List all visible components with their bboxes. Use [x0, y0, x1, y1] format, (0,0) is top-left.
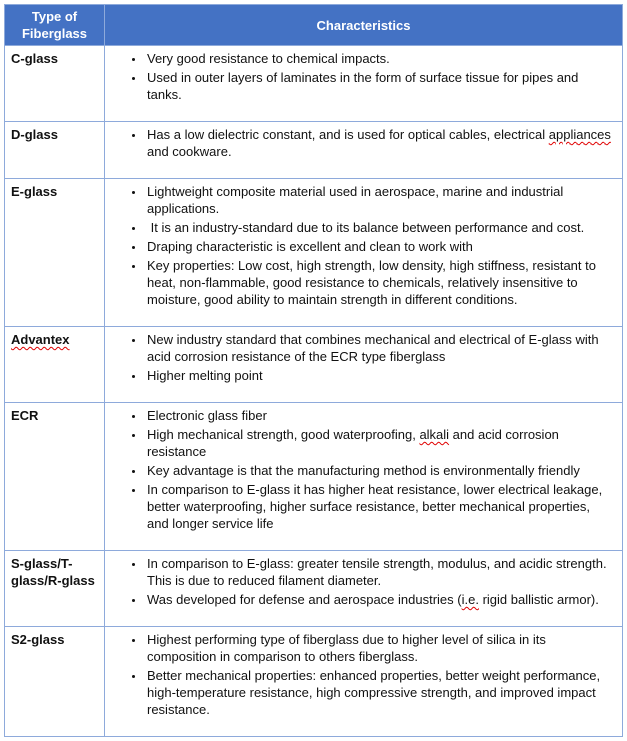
bullet-item: • Draping characteristic is excellent and clean to work with — [145, 238, 612, 255]
fiberglass-type-cell: E-glass — [5, 179, 105, 327]
table-body — [5, 46, 623, 737]
fiberglass-type-cell: C-glass — [5, 46, 105, 122]
table-row — [5, 122, 623, 179]
fiberglass-type-cell — [5, 327, 105, 403]
fiberglass-type-cell: D-glass — [5, 122, 105, 179]
characteristics-cell — [105, 627, 623, 737]
bullet-item: • Highest performing type of fiberglass due to higher level of silica in its composition in comparison to others fiberglass. — [145, 631, 612, 665]
characteristics-cell — [105, 327, 623, 403]
bullet-item: • Better mechanical properties: enhanced properties, better weight performance, high-temperature resistance, high compressive strength, and improved impact resistance. — [145, 667, 612, 718]
fiberglass-type-cell: S-glass/T-glass/R-glass — [5, 551, 105, 627]
misspelled-word: Advantex — [11, 332, 70, 347]
bullet-list — [111, 555, 616, 608]
characteristics-cell — [105, 551, 623, 627]
bullet-item: • In comparison to E-glass it has higher heat resistance, lower electrical leakage, better waterproofing, higher surface resistance, better mechanical properties, and longer service life — [145, 481, 612, 532]
bullet-list — [111, 50, 616, 103]
bullet-item: • Has a low dielectric constant, and is used for optical cables, electrical appliances and cookware. — [145, 126, 612, 160]
characteristics-cell — [105, 46, 623, 122]
table-row — [5, 46, 623, 122]
table-row — [5, 179, 623, 327]
characteristics-cell — [105, 179, 623, 327]
bullet-item: • Was developed for defense and aerospace industries (i.e. rigid ballistic armor). — [145, 591, 612, 608]
bullet-item: • Key advantage is that the manufacturing method is environmentally friendly — [145, 462, 612, 479]
characteristics-cell — [105, 403, 623, 551]
header-row — [5, 5, 623, 46]
characteristics-cell — [105, 122, 623, 179]
header-cell-type: Type of Fiberglass — [5, 5, 105, 46]
bullet-item: • Key properties: Low cost, high strength, low density, high stiffness, resistant to heat, non-flammable, good resistance to chemicals, relatively insensitive to moisture, good ability to maintain strength in different conditions. — [145, 257, 612, 308]
header-cell-characteristics: Characteristics — [105, 5, 623, 46]
bullet-item: • Electronic glass fiber — [145, 407, 612, 424]
table-header — [5, 5, 623, 46]
fiberglass-type-cell: ECR — [5, 403, 105, 551]
bullet-list — [111, 331, 616, 384]
bullet-item: • Used in outer layers of laminates in the form of surface tissue for pipes and tanks. — [145, 69, 612, 103]
table-row — [5, 627, 623, 737]
table-row — [5, 403, 623, 551]
bullet-list — [111, 183, 616, 308]
bullet-item: • New industry standard that combines mechanical and electrical of E-glass with acid corrosion resistance of the ECR type fiberglass — [145, 331, 612, 365]
misspelled-word: alkali — [419, 427, 450, 442]
bullet-item: • Very good resistance to chemical impacts. — [145, 50, 612, 67]
bullet-item: • In comparison to E-glass: greater tensile strength, modulus, and acidic strength. This is due to reduced filament diameter. — [145, 555, 612, 589]
bullet-item: • Higher melting point — [145, 367, 612, 384]
bullet-list — [111, 126, 616, 160]
table-row — [5, 327, 623, 403]
table-row — [5, 551, 623, 627]
fiberglass-type-cell: S2-glass — [5, 627, 105, 737]
bullet-list — [111, 631, 616, 718]
bullet-list — [111, 407, 616, 532]
bullet-item: • It is an industry-standard due to its balance between performance and cost. — [145, 219, 612, 236]
bullet-item: • Lightweight composite material used in aerospace, marine and industrial applications. — [145, 183, 612, 217]
misspelled-word: appliances — [548, 127, 611, 142]
misspelled-word: i.e. — [461, 592, 479, 607]
bullet-item: • High mechanical strength, good waterproofing, alkali and acid corrosion resistance — [145, 426, 612, 460]
fiberglass-table — [4, 4, 623, 737]
